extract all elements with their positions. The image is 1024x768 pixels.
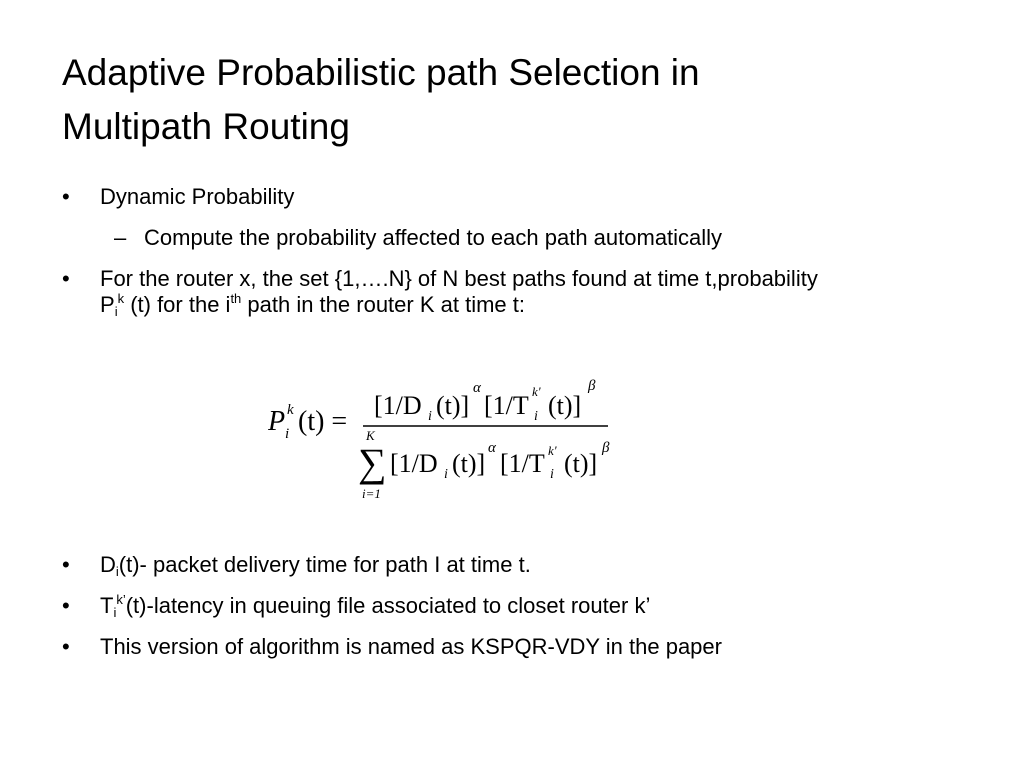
bullet-marker: • xyxy=(62,266,70,291)
slide-title xyxy=(62,46,962,154)
bullet-marker: • xyxy=(62,634,70,659)
formula-den-part1: [1/D xyxy=(390,449,438,478)
formula-beta: β xyxy=(588,378,596,394)
formula-sum-top: K xyxy=(366,428,375,443)
p-superscript: k xyxy=(117,291,125,306)
formula-num-part2: (t)] xyxy=(436,391,470,420)
bullet-version xyxy=(62,634,982,660)
formula-sum-bottom: i=1 xyxy=(362,486,381,501)
bullet-latency xyxy=(62,593,982,619)
bullet-text-part: For the router x, the set {1,….N} of N best paths found at time t,probability xyxy=(100,266,818,291)
formula-lhs-p: P xyxy=(268,406,286,437)
formula-alpha: α xyxy=(473,380,481,396)
title-line-1: Adaptive Probabilistic path Selection in xyxy=(62,52,700,93)
bullet-marker: • xyxy=(62,593,70,618)
formula-den-sub2: i xyxy=(550,467,554,482)
formula-den-part3: [1/T xyxy=(500,449,545,478)
bullet-list-bottom xyxy=(62,552,982,675)
t-symbol: T xyxy=(100,593,114,618)
d-symbol: D xyxy=(100,552,116,577)
bullet-delivery-time xyxy=(62,552,982,578)
bullet-marker: • xyxy=(62,552,70,577)
formula-num-sub2: i xyxy=(534,409,538,424)
formula-den-sub1: i xyxy=(444,467,448,482)
formula-den-part2: (t)] xyxy=(452,449,486,478)
formula-den-part4: (t)] xyxy=(564,449,598,478)
formula-image xyxy=(268,372,613,510)
bullet-text: Dynamic Probability xyxy=(100,184,295,209)
sub-bullet-marker: – xyxy=(114,225,127,250)
t-subscript: i xyxy=(113,605,117,620)
formula-lhs-sub: i xyxy=(285,426,290,442)
th-superscript: th xyxy=(230,291,242,306)
probability-formula xyxy=(268,372,613,510)
d-subscript: i xyxy=(115,564,119,579)
sub-bullet-text: Compute the probability affected to each path automatically xyxy=(144,225,723,250)
formula-num-sup2: k' xyxy=(532,384,541,399)
bullet-dynamic-probability xyxy=(62,184,982,210)
formula-num-part1: [1/D xyxy=(374,391,422,420)
d-text: (t)- packet delivery time for path I at time t. xyxy=(118,552,531,577)
formula-num-sub1: i xyxy=(428,409,432,424)
bullet-marker: • xyxy=(62,184,70,209)
bullet-text-p: P xyxy=(100,292,115,317)
formula-num-part4: (t)] xyxy=(548,391,582,420)
title-line-2: Multipath Routing xyxy=(62,106,350,147)
bullet-router xyxy=(62,266,982,318)
formula-lhs-arg: (t) = xyxy=(298,406,348,437)
sub-bullet-compute xyxy=(62,225,982,251)
bullet-list-top xyxy=(62,184,982,333)
t-text: (t)-latency in queuing file associated to closet router k’ xyxy=(125,593,651,618)
t-superscript: k’ xyxy=(116,592,126,607)
bullet-text-part: (t) for the i xyxy=(124,292,231,317)
formula-lhs-sup: k xyxy=(287,402,294,418)
version-text: This version of algorithm is named as KSPQR-VDY in the paper xyxy=(100,634,722,659)
formula-den-alpha: α xyxy=(488,440,496,456)
p-subscript: i xyxy=(114,304,118,319)
formula-num-part3: [1/T xyxy=(484,391,529,420)
bullet-text-part: path in the router K at time t: xyxy=(241,292,525,317)
formula-sum-symbol: ∑ xyxy=(358,440,387,485)
formula-den-beta: β xyxy=(602,440,610,456)
formula-den-sup2: k' xyxy=(548,443,557,458)
